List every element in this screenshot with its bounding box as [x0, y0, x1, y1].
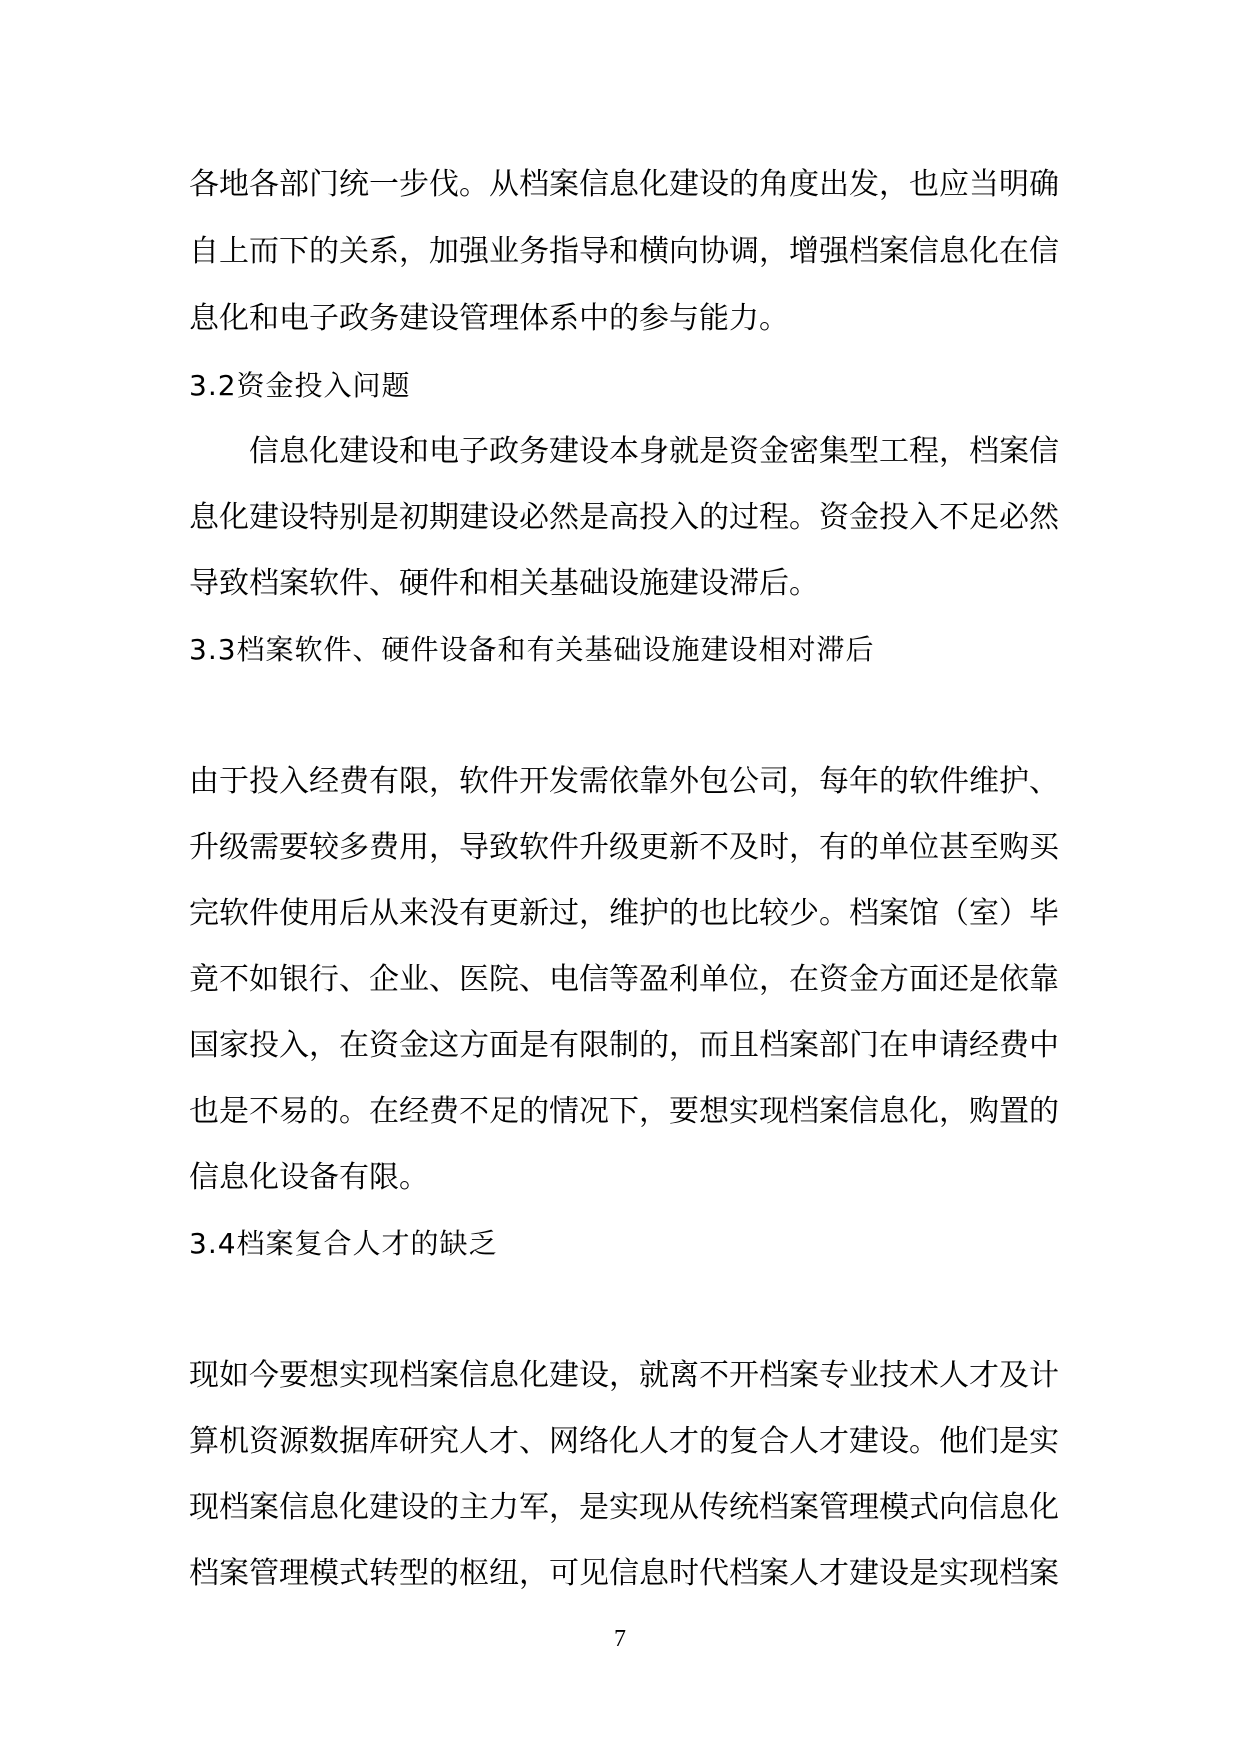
section-heading-3-2: 3.2资金投入问题 [189, 369, 411, 402]
paragraph-line: 导致档案软件、硬件和相关基础设施建设滞后。 [189, 566, 819, 601]
paragraph-line: 算机资源数据库研究人才、网络化人才的复合人才建设。他们是实 [189, 1424, 1059, 1459]
paragraph-line: 完软件使用后从来没有更新过，维护的也比较少。档案馆（室）毕 [189, 896, 1059, 931]
paragraph-line: 也是不易的。在经费不足的情况下，要想实现档案信息化，购置的 [189, 1094, 1059, 1129]
paragraph-line: 信息化设备有限。 [189, 1160, 429, 1195]
paragraph-line: 息化和电子政务建设管理体系中的参与能力。 [189, 301, 789, 336]
section-heading-3-4: 3.4档案复合人才的缺乏 [189, 1227, 498, 1260]
paragraph-line: 自上而下的关系，加强业务指导和横向协调，增强档案信息化在信 [189, 234, 1059, 269]
paragraph-line: 现如今要想实现档案信息化建设，就离不开档案专业技术人才及计 [189, 1358, 1059, 1393]
paragraph-line: 各地各部门统一步伐。从档案信息化建设的角度出发，也应当明确 [189, 167, 1059, 202]
paragraph-line: 升级需要较多费用，导致软件升级更新不及时，有的单位甚至购买 [189, 830, 1059, 865]
paragraph-line: 息化建设特别是初期建设必然是高投入的过程。资金投入不足必然 [189, 500, 1059, 535]
page-number: 7 [614, 1626, 626, 1652]
paragraph-line: 信息化建设和电子政务建设本身就是资金密集型工程，档案信 [249, 434, 1059, 469]
paragraph-line: 现档案信息化建设的主力军，是实现从传统档案管理模式向信息化 [189, 1490, 1059, 1525]
paragraph-line: 竟不如银行、企业、医院、电信等盈利单位，在资金方面还是依靠 [189, 962, 1059, 997]
section-heading-3-3: 3.3档案软件、硬件设备和有关基础设施建设相对滞后 [189, 633, 875, 666]
paragraph-line: 国家投入，在资金这方面是有限制的，而且档案部门在申请经费中 [189, 1028, 1059, 1063]
paragraph-line: 由于投入经费有限，软件开发需依靠外包公司，每年的软件维护、 [189, 764, 1059, 799]
paragraph-line: 档案管理模式转型的枢纽，可见信息时代档案人才建设是实现档案 [189, 1556, 1059, 1591]
